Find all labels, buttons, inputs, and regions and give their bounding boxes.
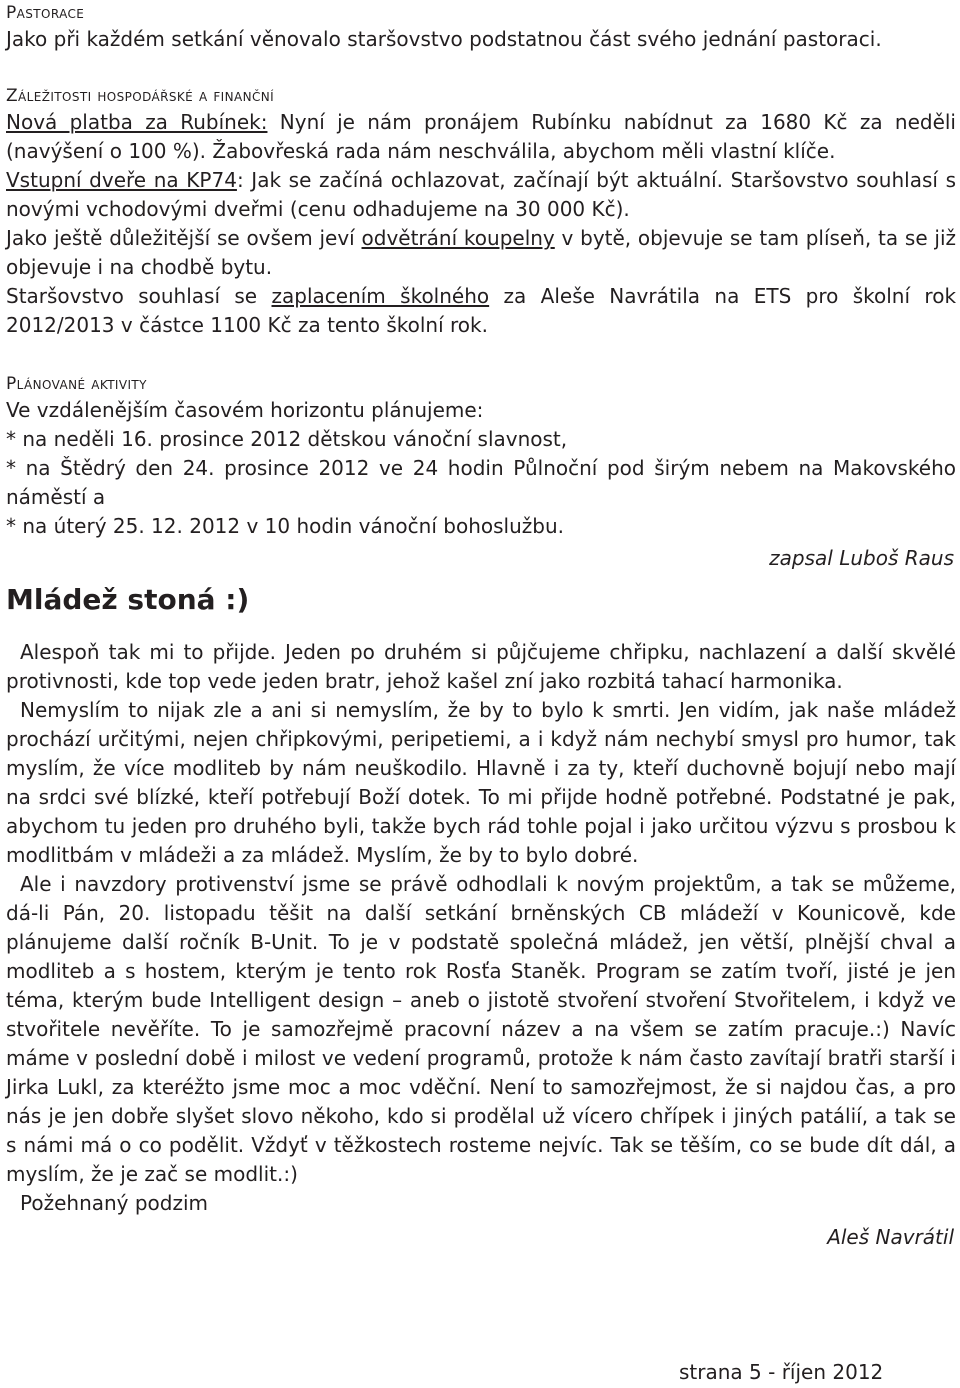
topic-school: zaplacením školného bbox=[271, 284, 490, 308]
finance-paragraph-school bbox=[6, 282, 956, 340]
article-paragraph: Ale i navzdory protivenství jsme se právě odhodlali k novým projektům, a tak se můžeme, dá-li Pán, 20. listopadu těšit na další setkání brněnských CB mládeží v Kounicově, kde plánujeme další ročník B-Unit. To je v podstatě společná mládež, jen větší, plnější chval a modliteb a s hostem, kterým je tento rok Rosťa Staněk. Program se zatím tvoří, jisté je jen téma, kterým bude Intelligent design – aneb o jistotě stvoření stvoření Stvořitelem, i když ve stvořitele nevěříte. To je samozřejmě pracovní název a na všem se zatím pracuje.:) Navíc máme v poslední době i milost ve vedení programů, protože k nám často zavítají bratři starší i Jirka Lukl, za kteréžto jsme moc a moc vděční. Není to samozřejmost, že si najdou čas, a pro nás je jen dobře slyšet slovo někoho, kdo si prodělal už vícero chřípek i jiných patálií, a tak se s námi má o co podělit. Vždyť v těžkostech rosteme nejvíc. Tak se těším, co se bude dít dál, a myslím, že je zač se modlit.:) bbox=[6, 872, 956, 1186]
section-finance bbox=[6, 85, 956, 340]
footer-separator: - bbox=[761, 1360, 782, 1384]
page-content bbox=[6, 0, 956, 1252]
school-text-after: za Aleše Navrátila na ETS pro školní rok 2012/2013 v částce 1100 Kč za tento školní rok. bbox=[6, 284, 957, 337]
section-heading-planned: Plánované aktivity bbox=[6, 374, 147, 394]
finance-paragraph-door bbox=[6, 166, 956, 224]
page-footer bbox=[679, 1358, 883, 1386]
finance-paragraph-rubinek bbox=[6, 108, 956, 166]
section-pastorace bbox=[6, 0, 956, 54]
article-paragraph: Alespoň tak mi to přijde. Jeden po druhém si půjčujeme chřipku, nachlazení a další skvělé protivnosti, kde top vede jeden bratr, jehož kašel zní jako rozbitá tahací harmonika. bbox=[6, 640, 956, 693]
school-text-before: Staršovstvo souhlasí se bbox=[6, 284, 272, 308]
vent-text-after: v bytě, objevuje se tam plíseň, ta se již objevuje i na chodbě bytu. bbox=[6, 226, 956, 279]
list-item: * na Štědrý den 24. prosince 2012 ve 24 hodin Půlnoční pod širým nebem na Makovského náměstí a bbox=[6, 456, 956, 509]
list-item: * na úterý 25. 12. 2012 v 10 hodin vánoční bohoslužbu. bbox=[6, 514, 564, 538]
article-greeting: Požehnaný podzim bbox=[20, 1191, 209, 1215]
finance-paragraph-vent bbox=[6, 224, 956, 282]
page-number: strana 5 bbox=[679, 1360, 762, 1384]
issue-date: říjen 2012 bbox=[781, 1360, 884, 1384]
signature-planned: zapsal Luboš Raus bbox=[769, 546, 954, 570]
topic-vent: odvětrání koupelny bbox=[361, 226, 555, 250]
pastorace-text: Jako při každém setkání věnovalo staršovstvo podstatnou část svého jednání pastoraci. bbox=[6, 27, 882, 51]
vent-text-before: Jako ještě důležitější se ovšem jeví bbox=[6, 226, 362, 250]
article-body bbox=[6, 638, 956, 1252]
signature-article: Aleš Navrátil bbox=[827, 1225, 954, 1249]
section-heading-finance: Záležitosti hospodářské a finanční bbox=[6, 86, 275, 106]
article-paragraph: Nemyslím to nijak zle a ani si nemyslím, že by to bylo k smrti. Jen vidím, jak naše mládež prochází určitými, nejen chřipkovými, peripetiemi, a i když nám nechybí smysl pro humor, tak myslím, že více modliteb by nám neuškodilo. Hlavně i za ty, kteří duchovně bojují nebo mají na srdci své blízké, kteří potřebují Boží dotek. To mi přijde hodně potřebné. Podstatné je pak, abychom tu jeden pro druhého byli, takže bych rád tohle pojal i jako určitou výzvu s prosbou k modlitbám v mládeži a za mládež. Myslím, že by to bylo dobré. bbox=[6, 698, 956, 867]
topic-door: Vstupní dveře na KP74 bbox=[6, 168, 237, 192]
door-text: : Jak se začíná ochlazovat, začínají být aktuální. Staršovstvo souhlasí s novými vchodovými dveřmi (cenu odhadujeme na 30 000 Kč). bbox=[6, 168, 956, 221]
list-item: * na neděli 16. prosince 2012 dětskou vánoční slavnost, bbox=[6, 427, 568, 451]
rubinek-text: Nyní je nám pronájem Rubínku nabídnut za 1680 Kč za neděli (navýšení o 100 %). Žabovřeská rada nám neschválila, abychom měli vlastní klíče. bbox=[6, 110, 956, 163]
planned-intro: Ve vzdálenějším časovém horizontu plánujeme: bbox=[6, 398, 484, 422]
section-heading-pastorace: Pastorace bbox=[6, 3, 85, 23]
section-planned bbox=[6, 373, 956, 573]
article-title: Mládež stoná :) bbox=[6, 583, 250, 616]
topic-rubinek: Nová platba za Rubínek: bbox=[6, 110, 268, 134]
